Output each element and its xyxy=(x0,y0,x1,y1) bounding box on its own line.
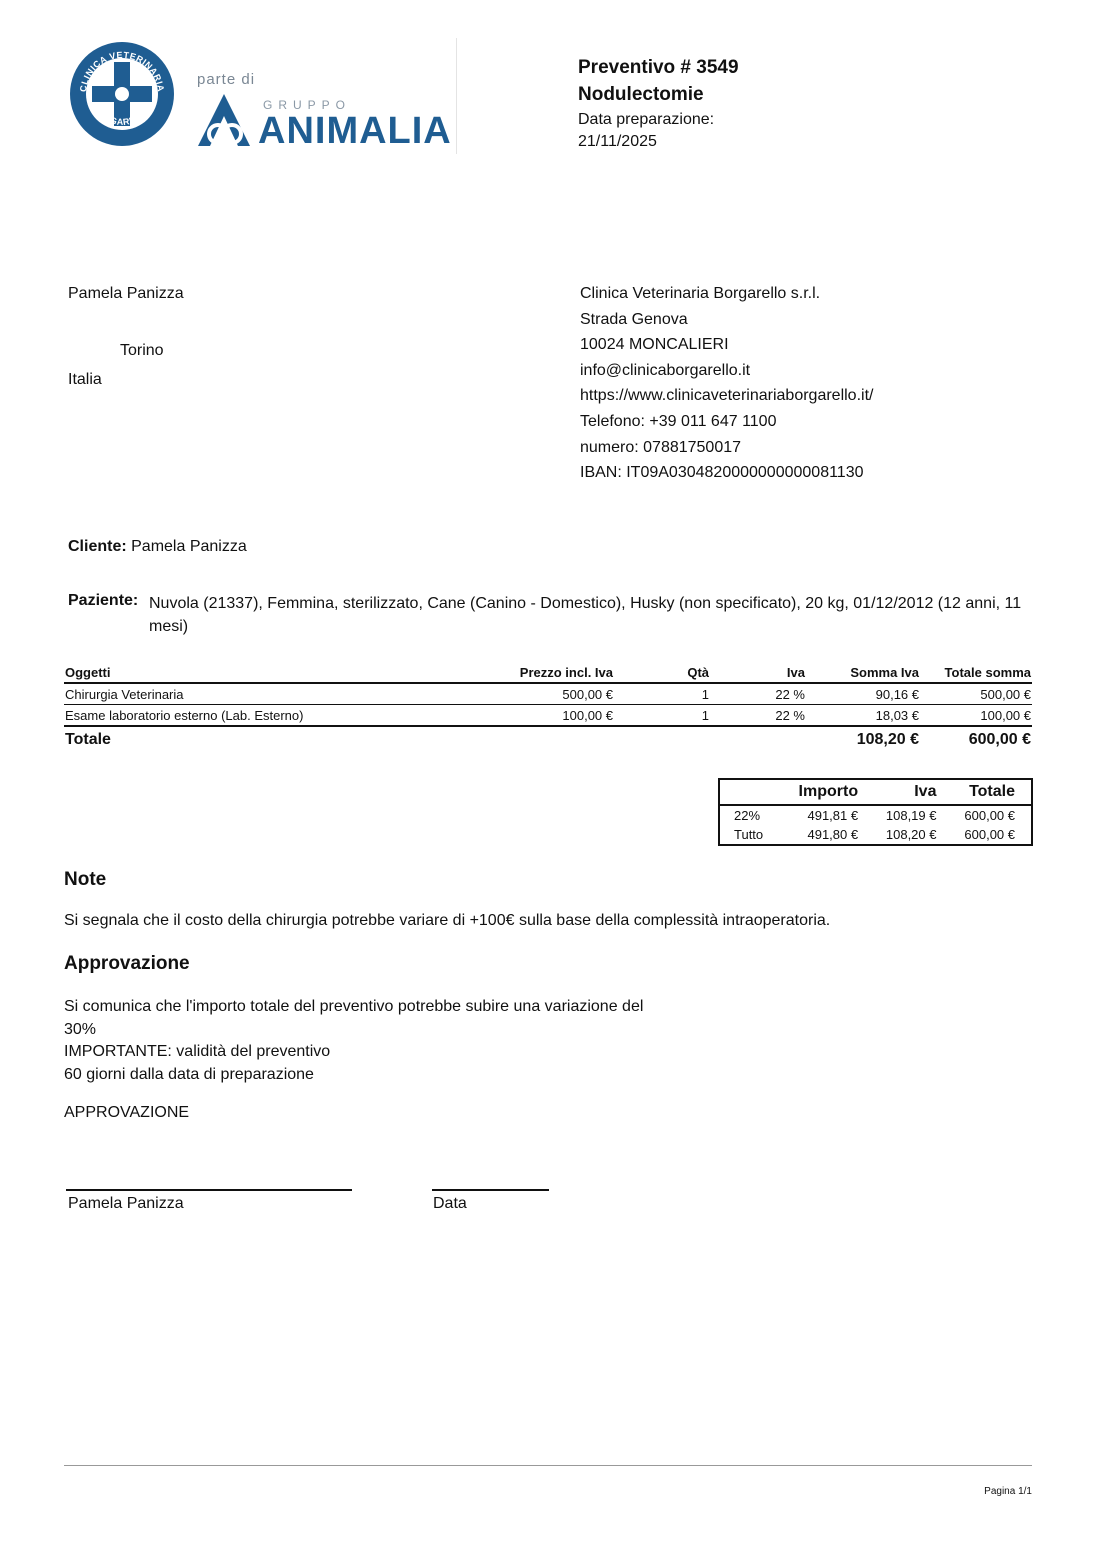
date-line xyxy=(432,1189,549,1191)
table-row xyxy=(64,683,1032,705)
gruppo-label: GRUPPO xyxy=(263,98,352,112)
col-header: Oggetti xyxy=(64,662,506,683)
seal-text-bottom: BORGARELLO xyxy=(91,103,153,128)
approval-line: IMPORTANTE: validità del preventivo xyxy=(64,1043,331,1060)
vat-importo: 491,80 € xyxy=(807,827,859,842)
item-name: Chirurgia Veterinaria xyxy=(64,683,506,705)
item-iva: 22 % xyxy=(710,683,806,705)
total-sum: 600,00 € xyxy=(920,726,1032,752)
parte-di-label: parte di xyxy=(197,71,256,88)
vat-summary-table xyxy=(718,778,1033,846)
approval-line: 30% xyxy=(64,1020,97,1038)
approval-line: Si comunica che l'importo totale del preventivo potrebbe subire una variazione del xyxy=(64,998,644,1015)
col-header: Iva xyxy=(710,662,806,683)
clinic-phone: Telefono: +39 011 647 1100 xyxy=(580,412,777,430)
item-iva-sum: 18,03 € xyxy=(806,705,920,727)
approval-title: Approvazione xyxy=(64,953,190,974)
clinic-address-block xyxy=(580,285,1020,490)
vat-totale: 600,00 € xyxy=(964,827,1015,842)
clinic-city: 10024 MONCALIERI xyxy=(580,336,729,354)
client-label: Cliente: xyxy=(68,538,127,555)
patient-details: Nuvola (21337), Femmina, sterilizzato, Cane (Canino - Domestico), Husky (non specificato), 20 kg, 01/12/2012 (12 anni, 11 mesi) xyxy=(149,595,1022,635)
item-qty: 1 xyxy=(614,683,710,705)
item-total: 500,00 € xyxy=(920,683,1032,705)
approval-text xyxy=(64,996,643,1086)
clinic-name: Clinica Veterinaria Borgarello s.r.l. xyxy=(580,285,821,302)
col-header: Prezzo incl. Iva xyxy=(506,662,614,683)
clinic-iban: IBAN: IT09A0304820000000000081130 xyxy=(580,464,864,482)
clinic-street: Strada Genova xyxy=(580,310,688,328)
table-row xyxy=(64,705,1032,727)
client-line xyxy=(68,538,247,556)
vat-col-header: Importo xyxy=(786,779,874,805)
patient-label: Paziente: xyxy=(68,592,139,609)
document-subtitle: Nodulectomie xyxy=(578,84,704,105)
vat-importo: 491,81 € xyxy=(807,808,859,823)
col-header: Qtà xyxy=(614,662,710,683)
signature-date-label: Data xyxy=(433,1195,467,1212)
vat-col-header xyxy=(719,779,786,805)
clinic-logo xyxy=(68,40,176,148)
notes-text: Si segnala che il costo della chirurgia potrebbe variare di +100€ sulla base della complessità intraoperatoria. xyxy=(64,912,831,929)
notes-title: Note xyxy=(64,869,107,890)
item-qty: 1 xyxy=(614,705,710,727)
preparation-date-label: Data preparazione: xyxy=(578,111,715,128)
table-row xyxy=(719,825,1032,845)
vat-header-row xyxy=(719,779,1032,805)
item-name: Esame laboratorio esterno (Lab. Esterno) xyxy=(64,705,506,727)
total-row xyxy=(64,726,1032,752)
seal-text-top: CLINICA VETERINARIA xyxy=(77,49,167,93)
clinic-number: numero: 07881750017 xyxy=(580,438,742,456)
document-title: Preventivo # 3549 xyxy=(578,57,739,78)
item-iva-sum: 90,16 € xyxy=(806,683,920,705)
col-header: Somma Iva xyxy=(806,662,920,683)
footer-divider xyxy=(64,1465,1032,1466)
clinic-email: info@clinicaborgarello.it xyxy=(580,361,751,379)
approval-line: 60 giorni dalla data di preparazione xyxy=(64,1065,314,1083)
vat-totale: 600,00 € xyxy=(964,808,1015,823)
animalia-mark-icon xyxy=(196,92,258,148)
item-price: 100,00 € xyxy=(506,705,614,727)
item-price: 500,00 € xyxy=(506,683,614,705)
recipient-country: Italia xyxy=(68,371,102,388)
item-total: 100,00 € xyxy=(920,705,1032,727)
preparation-date: 21/11/2025 xyxy=(578,133,657,150)
animalia-logo-text: ANIMALIA xyxy=(258,110,452,152)
signature-line xyxy=(66,1189,352,1191)
signature-name: Pamela Panizza xyxy=(68,1195,184,1212)
item-iva: 22 % xyxy=(710,705,806,727)
vat-col-header: Totale xyxy=(952,779,1032,805)
vat-rate: Tutto xyxy=(734,827,764,842)
col-header: Totale somma xyxy=(920,662,1032,683)
total-label: Totale xyxy=(64,726,506,752)
total-iva: 108,20 € xyxy=(806,726,920,752)
recipient-name: Pamela Panizza xyxy=(68,285,184,302)
vat-col-header: Iva xyxy=(874,779,952,805)
vat-rate: 22% xyxy=(734,808,761,823)
clinic-website: https://www.clinicaveterinariaborgarello.it/ xyxy=(580,387,874,405)
logo-divider xyxy=(456,38,457,154)
items-header-row xyxy=(64,662,1032,683)
recipient-city: Torino xyxy=(120,342,164,359)
page-number: Pagina 1/1 xyxy=(984,1486,1032,1497)
vat-iva: 108,19 € xyxy=(885,808,937,823)
items-table xyxy=(64,662,1032,752)
vat-iva: 108,20 € xyxy=(885,827,937,842)
client-value: Pamela Panizza xyxy=(131,538,247,555)
approval-label: APPROVAZIONE xyxy=(64,1104,190,1121)
table-row xyxy=(719,805,1032,825)
